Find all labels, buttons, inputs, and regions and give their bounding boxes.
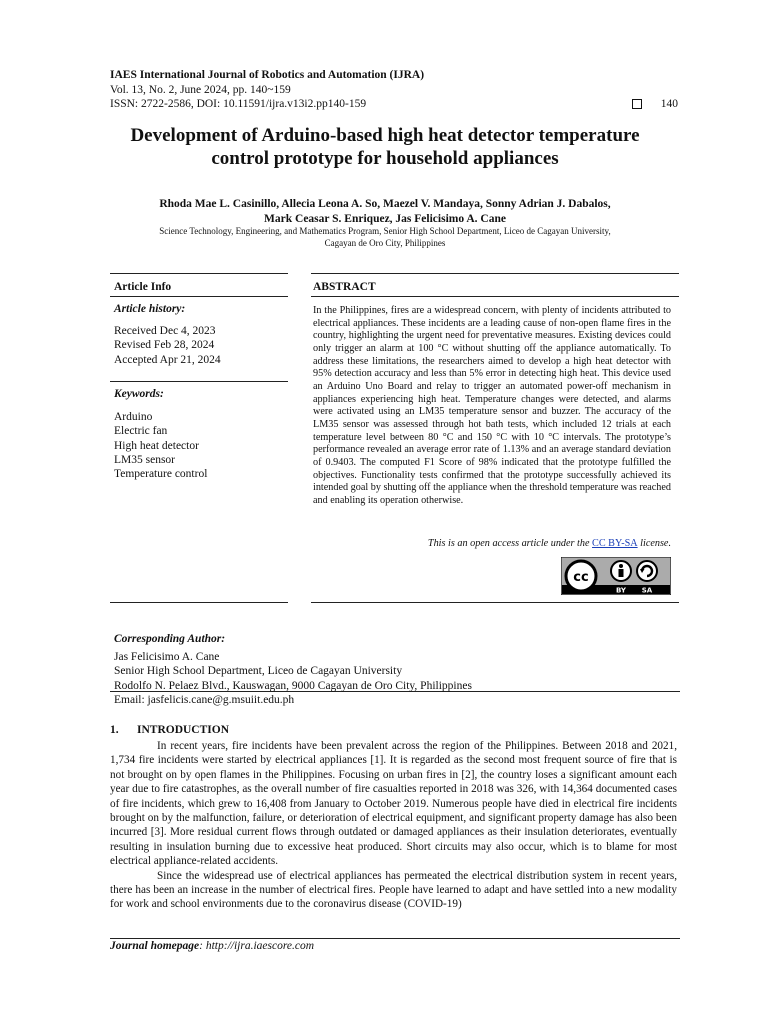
abstract-top-rule (311, 273, 679, 274)
keyword: Arduino (114, 411, 153, 423)
keyword: Electric fan (114, 425, 168, 438)
square-bullet-icon (632, 99, 642, 109)
keywords-heading: Keywords: (114, 388, 164, 400)
history-list (114, 324, 221, 367)
title-line: control prototype for household appliances (211, 148, 559, 169)
introduction-body (110, 739, 677, 912)
authors-line: Mark Ceasar S. Enriquez, Jas Felicisimo A. Cane (264, 212, 506, 225)
corresponding-author-block (114, 632, 472, 708)
accepted-date: Accepted Apr 21, 2024 (114, 353, 221, 366)
journal-header (110, 68, 680, 112)
affiliation-line: Cagayan de Oro City, Philippines (324, 238, 446, 248)
paragraph: In recent years, fire incidents have been prevalent across the region of the Philippines. Between 2018 and 2021, 1,734 fire incidents were started by electrical appliances [1]. It is regarded as the second most frequent source of fire that is not brought on by open flames in the Philippines. Focusing on urban fires in [2], the country loses a significant amount each year due to fire catastrophes, as the overall number of fire casualties reported in 2018 was 326, with 14,364 documented cases of fire incidents, which grew to 16,408 from January to October 2019. Numerous people have died in electrical fire incidents brought on by the malfunction, failure, or deterioration of electrical equipment, and significant property damage has also been incurred [3]. More residual current flows through outdated or damaged appliances as their insulation deteriorates, eventually resulting in insulation burning due to excessive heat produced. Short circuits may also occur, which is to blame for most electrical appliance-related accidents. (110, 740, 677, 868)
corresponding-email: Email: jasfelicis.cane@g.msuiit.edu.ph (114, 694, 295, 707)
article-info-bottom-rule (110, 602, 288, 603)
badge-sa-label: SA (641, 586, 653, 595)
svg-text:cc: cc (573, 570, 589, 585)
section-number: 1. (110, 724, 119, 736)
corresponding-name: Jas Felicisimo A. Cane (114, 650, 220, 663)
abstract-bottom-rule (311, 602, 679, 603)
open-access-prefix: This is an open access article under the (427, 538, 593, 549)
article-info-heading: Article Info (114, 281, 172, 293)
keyword: LM35 sensor (114, 453, 176, 466)
paragraph: Since the widespread use of electrical appliances has permeated the electrical distribution system in recent years, there has been an increase in the number of electrical fires. People have learned to adapt and have settled into a new modality for work and school environments due to the coronavirus disease (COVID-19) (110, 869, 677, 911)
homepage-label: Journal homepage (110, 940, 200, 952)
affiliation (90, 225, 680, 249)
badge-by-label: BY (615, 586, 627, 595)
open-access-note (313, 538, 671, 549)
title-line: Development of Arduino-based high heat detector temperature (130, 125, 640, 146)
corresponding-address: Rodolfo N. Pelaez Blvd., Kauswagan, 9000 Cagayan de Oro City, Philippines (114, 679, 472, 692)
page-number: 140 (660, 98, 678, 110)
cc-by-sa-badge-icon[interactable] (561, 557, 671, 595)
affiliation-line: Science Technology, Engineering, and Mathematics Program, Senior High School Department, Liceo de Cagayan University, (159, 226, 611, 236)
abstract-text: In the Philippines, fires are a widespread concern, with plenty of incidents attributed to electrical appliances. These incidents are a leading cause of non-open flame fires in the country, highlighting the urgent need for preventative measures. Existing devices could only trigger an alarm at 100 °C without shutting off the appliance automatically. To address these limitations, the researchers aimed to develop a high heat detector with 95% detection accuracy and less than 5% error in detecting high heat. This device used an Arduino Uno Board and relay to trigger an automated power-off mechanism in appliances experiencing high heat. Temperature changes were detected, and alarms were activated using an LM35 temperature sensor and buzzer. The accuracy of the LM35 sensor was assessed through hot bath tests, which included 12 trials at each temperature level between 80 °C and 150 °C with 10 °C intervals. The prototype’s performance revealed an average error rate of 1.13% and an average standard deviation of 0.9403. The computed F1 Score of 98% indicated that the prototype fulfilled the objectives. Functionality tests confirmed that the prototype successfully achieved its intended goal by shutting off the appliance when the threshold temperature was reached and enabling its operation otherwise. (313, 305, 671, 506)
article-info-heading-rule (110, 296, 288, 297)
abstract-heading: ABSTRACT (313, 281, 376, 293)
journal-name: IAES International Journal of Robotics and Automation (IJRA) (110, 69, 425, 81)
author-list (90, 197, 680, 226)
issn-doi: ISSN: 2722-2586, DOI: 10.11591/ijra.v13i2.pp140-159 (110, 98, 367, 110)
cc-by-sa-link[interactable]: CC BY-SA (592, 538, 638, 549)
authors-line: Rhoda Mae L. Casinillo, Allecia Leona A. So, Maezel V. Mandaya, Sonny Adrian J. Dabalos, (159, 198, 611, 210)
section-heading (110, 724, 229, 736)
homepage-url[interactable]: : http://ijra.iaescore.com (199, 940, 315, 952)
volume-info: Vol. 13, No. 2, June 2024, pp. 140~159 (110, 83, 291, 96)
open-access-suffix: license. (637, 538, 671, 549)
footer-rule (110, 938, 680, 939)
received-date: Received Dec 4, 2023 (114, 325, 216, 337)
corresponding-heading: Corresponding Author: (114, 633, 226, 645)
revised-date: Revised Feb 28, 2024 (114, 339, 215, 352)
journal-homepage (110, 940, 314, 952)
article-info-top-rule (110, 273, 288, 274)
paper-title (90, 124, 680, 170)
section-title: INTRODUCTION (137, 724, 230, 736)
corresponding-dept: Senior High School Department, Liceo de Cagayan University (114, 665, 403, 678)
article-history-heading: Article history: (114, 303, 186, 315)
keyword: Temperature control (114, 468, 208, 481)
keyword: High heat detector (114, 439, 199, 452)
history-divider (110, 381, 288, 382)
keywords-list (114, 410, 207, 481)
abstract-heading-rule (311, 296, 679, 297)
